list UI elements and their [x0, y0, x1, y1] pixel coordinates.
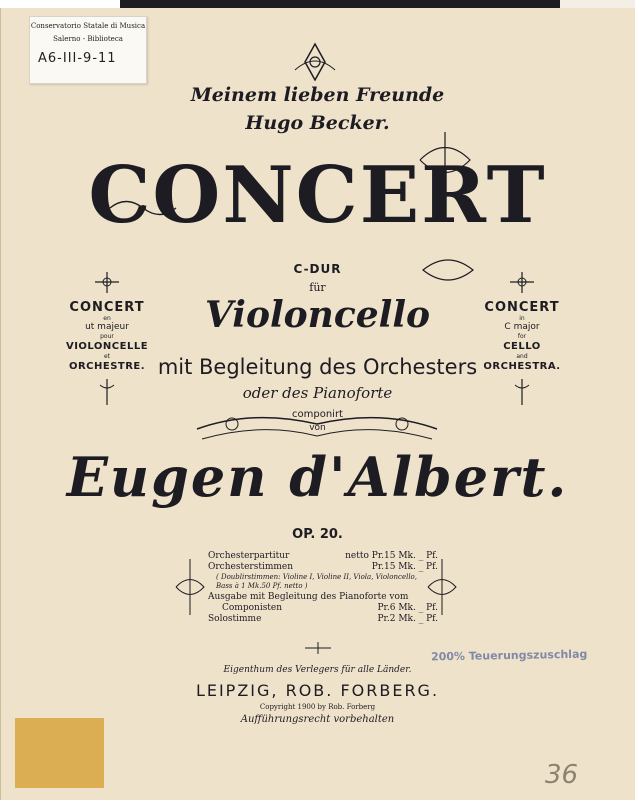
price-row-partitur — [208, 551, 438, 562]
price-label: Orchesterstimmen — [208, 562, 294, 572]
left-lower-ornament-icon — [97, 377, 117, 407]
performance-rights: Aufführungsrecht vorbehalten — [240, 714, 395, 725]
publisher: LEIPZIG, ROB. FORBERG. — [195, 681, 440, 700]
left-side-panel — [52, 300, 162, 373]
opus-number: OP. 20. — [292, 527, 343, 542]
right-side-title: CONCERT — [484, 300, 560, 315]
price-note-line1: ( Doublirstimmen: Violine I, Violine II, Viola, Violoncello, — [216, 573, 417, 581]
price-row-ausgabe — [208, 592, 438, 603]
right-lower-ornament-icon — [512, 377, 532, 407]
price-list — [208, 551, 438, 625]
left-side-pour: pour — [100, 333, 114, 340]
left-side-orchestra: ORCHESTRE. — [68, 361, 146, 372]
right-side-for: for — [517, 333, 527, 340]
price-value: Pr.2 Mk. _ Pf. — [377, 614, 438, 624]
price-value: Pr.15 Mk. _ Pf. — [371, 562, 438, 572]
pencil-mark: 36 — [545, 760, 579, 790]
title-fuer: für — [309, 281, 326, 294]
left-side-title: CONCERT — [69, 300, 145, 315]
dedication-line1: Meinem lieben Freunde — [190, 84, 445, 106]
price-label: Orchesterpartitur — [208, 551, 290, 561]
library-subtitle: Salerno - Biblioteca — [53, 35, 123, 43]
von: von — [309, 423, 326, 433]
right-ornament-icon — [507, 270, 537, 295]
right-side-and: and — [516, 353, 528, 360]
left-ornament-icon — [92, 270, 122, 295]
color-swatch — [15, 718, 104, 788]
surcharge-stamp: 200% Teuerungszuschlag — [430, 647, 588, 664]
left-side-instrument: VIOLONCELLE — [65, 341, 149, 352]
right-side-key: C major — [504, 322, 540, 332]
price-label: Solostimme — [208, 614, 262, 624]
price-label: Ausgabe mit Begleitung des Pianoforte vom — [208, 592, 409, 602]
title-key: C-DUR — [293, 262, 342, 276]
right-side-orchestra: ORCHESTRA. — [483, 361, 561, 372]
price-value: Pr.6 Mk. _ Pf. — [377, 603, 438, 613]
price-row-stimmen — [208, 562, 438, 573]
library-label — [29, 16, 147, 84]
price-left-ornament-icon — [172, 557, 208, 617]
componirt: componirt — [292, 409, 343, 420]
price-row-solostimme — [208, 614, 438, 625]
right-side-in: in — [519, 315, 525, 322]
price-note-line2: Bass à 1 Mk.50 Pf. netto ) — [216, 582, 308, 590]
left-side-key: ut majeur — [85, 322, 129, 332]
rights-notice: Eigenthum des Verlegers für alle Länder. — [223, 665, 412, 675]
title-accompaniment: mit Begleitung des Orchesters — [157, 355, 478, 379]
library-name: Conservatorio Statale di Musica — [30, 22, 146, 30]
title-concert: CONCERT — [88, 150, 547, 241]
price-value: netto Pr.15 Mk. _ Pf. — [345, 551, 438, 561]
composer-name: Eugen d'Albert. — [66, 445, 569, 509]
shelfmark: A6-III-9-11 — [38, 51, 117, 66]
title-alternative: oder des Pianoforte — [242, 384, 393, 402]
dedication-line2: Hugo Becker. — [245, 112, 390, 134]
left-side-en: en — [103, 315, 111, 322]
copyright: Copyright 1900 by Rob. Forberg — [259, 703, 376, 711]
title-instrument: Violoncello — [204, 294, 431, 336]
right-side-panel — [467, 300, 577, 373]
price-row-componisten — [208, 603, 438, 614]
divider-ornament-icon — [303, 640, 333, 656]
price-label: Componisten — [222, 603, 283, 613]
right-side-instrument: CELLO — [503, 341, 541, 352]
top-ornament-icon — [290, 42, 340, 82]
left-side-et: et — [103, 353, 111, 360]
